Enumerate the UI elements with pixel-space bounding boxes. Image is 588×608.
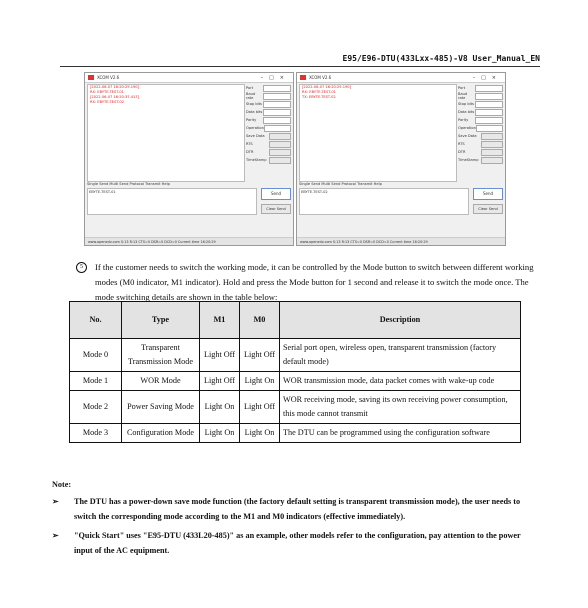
settings-label: Save Data bbox=[458, 134, 477, 138]
page-header bbox=[60, 54, 540, 67]
note-bullet bbox=[52, 494, 540, 524]
screenshot-pair bbox=[84, 72, 505, 244]
note-label: Note: bbox=[52, 480, 72, 489]
settings-select[interactable] bbox=[263, 117, 291, 124]
settings-select[interactable] bbox=[475, 109, 503, 116]
app-icon bbox=[300, 75, 306, 80]
cell-no: Mode 1 bbox=[70, 372, 122, 391]
receive-console bbox=[299, 84, 457, 182]
table-row bbox=[70, 391, 521, 424]
settings-label: Data bits bbox=[246, 110, 263, 114]
send-menu-bar: Single Send Multi Send Protocol Transmit Help bbox=[299, 182, 382, 186]
console-line: RX: EBYTE-TEST-02 bbox=[90, 100, 124, 104]
settings-toggle[interactable] bbox=[481, 141, 503, 148]
clear-send-button[interactable]: Clear Send bbox=[473, 204, 503, 214]
settings-select[interactable] bbox=[475, 117, 503, 124]
settings-select[interactable] bbox=[475, 101, 503, 108]
send-input[interactable]: EBYTE-TEST-02 bbox=[299, 188, 469, 215]
console-line: RX: EBYTE-TEST-01 bbox=[302, 90, 336, 94]
cell-description: WOR transmission mode, data packet comes with wake-up code bbox=[280, 372, 521, 391]
cell-m1: Light On bbox=[200, 424, 240, 443]
table-row bbox=[70, 372, 521, 391]
note-bullet-text: The DTU has a power-down save mode function (the factory default setting is transparent transmission mode), the user needs to switch the corresponding mode according to the M1 and M0 indicators (effective immediately). bbox=[74, 497, 521, 521]
note-bullet-text: "Quick Start" uses "E95-DTU (433L20-485)" as an example, other models refer to the configuration, pay attention to the power input of the AC equipment. bbox=[74, 531, 521, 555]
settings-label: Save Data bbox=[246, 134, 265, 138]
settings-row bbox=[458, 148, 503, 156]
settings-label: Operation bbox=[458, 126, 476, 130]
settings-label: RTS bbox=[246, 142, 253, 146]
settings-row bbox=[246, 84, 291, 92]
settings-label: Stop bits bbox=[246, 102, 262, 106]
table-row bbox=[70, 424, 521, 443]
settings-label: DTR bbox=[246, 150, 254, 154]
settings-row bbox=[458, 156, 503, 164]
cell-m1: Light On bbox=[200, 391, 240, 424]
cell-no: Mode 0 bbox=[70, 339, 122, 372]
settings-row bbox=[458, 124, 503, 132]
serial-tool-window-right bbox=[296, 72, 506, 246]
cell-m0: Light Off bbox=[240, 391, 280, 424]
cell-type: WOR Mode bbox=[122, 372, 200, 391]
settings-row bbox=[458, 108, 503, 116]
settings-row bbox=[458, 132, 503, 140]
settings-select[interactable] bbox=[475, 85, 503, 92]
settings-select[interactable] bbox=[263, 93, 291, 100]
console-line: TX: EBYTE-TEST-02 bbox=[302, 95, 336, 99]
col-header-m1: M1 bbox=[200, 302, 240, 339]
arrow-bullet-icon: ➢ bbox=[52, 497, 59, 506]
app-icon bbox=[88, 75, 94, 80]
cell-m1: Light Off bbox=[200, 372, 240, 391]
status-bar: www.openedv.com S:13 R:13 CTS=0 DSR=0 DCD=0 Current time 16:20:29 bbox=[297, 237, 505, 245]
settings-label: Operation bbox=[246, 126, 264, 130]
send-button[interactable]: Send bbox=[261, 188, 291, 200]
settings-select[interactable] bbox=[475, 93, 503, 100]
col-header-no: No. bbox=[70, 302, 122, 339]
settings-label: Stop bits bbox=[458, 102, 474, 106]
settings-toggle[interactable] bbox=[269, 141, 291, 148]
settings-panel bbox=[458, 84, 503, 164]
settings-select[interactable] bbox=[263, 109, 291, 116]
settings-row bbox=[458, 84, 503, 92]
settings-select[interactable] bbox=[476, 125, 503, 132]
console-line: [2022-06-07 16:20:37.417] bbox=[90, 95, 139, 99]
settings-row bbox=[246, 124, 291, 132]
settings-row bbox=[246, 156, 291, 164]
settings-row bbox=[246, 100, 291, 108]
settings-toggle[interactable] bbox=[269, 149, 291, 156]
settings-label: Parity bbox=[246, 118, 257, 122]
send-menu-bar: Single Send Multi Send Protocol Transmit Help bbox=[87, 182, 170, 186]
step-number-badge: 5 bbox=[76, 262, 87, 273]
settings-toggle[interactable] bbox=[481, 133, 503, 140]
cell-no: Mode 2 bbox=[70, 391, 122, 424]
window-title-bar bbox=[297, 73, 505, 83]
mode-table bbox=[69, 301, 521, 443]
note-bullets bbox=[52, 494, 540, 562]
cell-description: Serial port open, wireless open, transparent transmission (factory default mode) bbox=[280, 339, 521, 372]
serial-tool-window-left bbox=[84, 72, 294, 246]
settings-row bbox=[458, 92, 503, 100]
send-options bbox=[87, 217, 291, 231]
window-controls-icon[interactable]: –□× bbox=[260, 74, 290, 81]
settings-toggle[interactable] bbox=[481, 149, 503, 156]
cell-m0: Light On bbox=[240, 424, 280, 443]
table-row bbox=[70, 339, 521, 372]
settings-select[interactable] bbox=[263, 85, 291, 92]
note-bullet bbox=[52, 528, 540, 558]
cell-m0: Light On bbox=[240, 372, 280, 391]
settings-select[interactable] bbox=[264, 125, 291, 132]
settings-label: Baud rate bbox=[458, 92, 468, 100]
col-header-type: Type bbox=[122, 302, 200, 339]
cell-description: The DTU can be programmed using the configuration software bbox=[280, 424, 521, 443]
col-header-description: Description bbox=[280, 302, 521, 339]
window-title: XCOM V2.6 bbox=[309, 75, 332, 80]
settings-row bbox=[246, 92, 291, 100]
settings-label: Parity bbox=[458, 118, 469, 122]
cell-type: Transparent Transmission Mode bbox=[122, 339, 200, 372]
send-options bbox=[299, 217, 503, 231]
settings-label: TimeStamp bbox=[458, 158, 479, 162]
console-line: RX: EBYTE-TEST-01 bbox=[90, 90, 124, 94]
settings-row bbox=[458, 140, 503, 148]
receive-console bbox=[87, 84, 245, 182]
settings-toggle[interactable] bbox=[269, 157, 291, 164]
settings-toggle[interactable] bbox=[269, 133, 291, 140]
settings-row bbox=[246, 132, 291, 140]
col-header-m0: M0 bbox=[240, 302, 280, 339]
window-title: XCOM V2.6 bbox=[97, 75, 120, 80]
clear-send-button[interactable]: Clear Send bbox=[261, 204, 291, 214]
settings-row bbox=[458, 116, 503, 124]
settings-row bbox=[246, 148, 291, 156]
console-line: [2022-06-07 16:20:29.190] bbox=[302, 85, 351, 89]
settings-row bbox=[246, 116, 291, 124]
cell-description: WOR receiving mode, saving its own receiving power consumption, this mode cannot transmit bbox=[280, 391, 521, 424]
status-bar: www.openedv.com S:13 R:13 CTS=0 DSR=0 DCD=0 Current time 16:20:29 bbox=[85, 237, 293, 245]
cell-m0: Light Off bbox=[240, 339, 280, 372]
window-controls-icon[interactable]: –□× bbox=[472, 74, 502, 81]
settings-label: DTR bbox=[458, 150, 466, 154]
window-title-bar bbox=[85, 73, 293, 83]
cell-m1: Light Off bbox=[200, 339, 240, 372]
cell-no: Mode 3 bbox=[70, 424, 122, 443]
settings-label: Port bbox=[458, 86, 466, 90]
step-5-text: If the customer needs to switch the working mode, it can be controlled by the Mode button to switch between different working modes (M0 indicator, M1 indicator). Hold and press the Mode button for 1 second and release it to switch the mode once. The mode switching details are shown in the table below: bbox=[95, 262, 534, 302]
console-line: [2022-06-07 16:20:29.190] bbox=[90, 85, 139, 89]
header-doc-title: E95/E96-DTU(433Lxx-485)-V8 User_Manual_EN bbox=[342, 54, 540, 63]
settings-row bbox=[246, 108, 291, 116]
settings-panel bbox=[246, 84, 291, 164]
settings-select[interactable] bbox=[263, 101, 291, 108]
arrow-bullet-icon: ➢ bbox=[52, 531, 59, 540]
mode-table-header bbox=[70, 302, 521, 339]
settings-toggle[interactable] bbox=[481, 157, 503, 164]
settings-label: Data bits bbox=[458, 110, 475, 114]
settings-row bbox=[458, 100, 503, 108]
send-input[interactable]: EBYTE-TEST-01 bbox=[87, 188, 257, 215]
settings-label: Baud rate bbox=[246, 92, 256, 100]
cell-type: Configuration Mode bbox=[122, 424, 200, 443]
settings-label: RTS bbox=[458, 142, 465, 146]
cell-type: Power Saving Mode bbox=[122, 391, 200, 424]
settings-row bbox=[246, 140, 291, 148]
settings-label: TimeStamp bbox=[246, 158, 267, 162]
settings-label: Port bbox=[246, 86, 254, 90]
send-button[interactable]: Send bbox=[473, 188, 503, 200]
